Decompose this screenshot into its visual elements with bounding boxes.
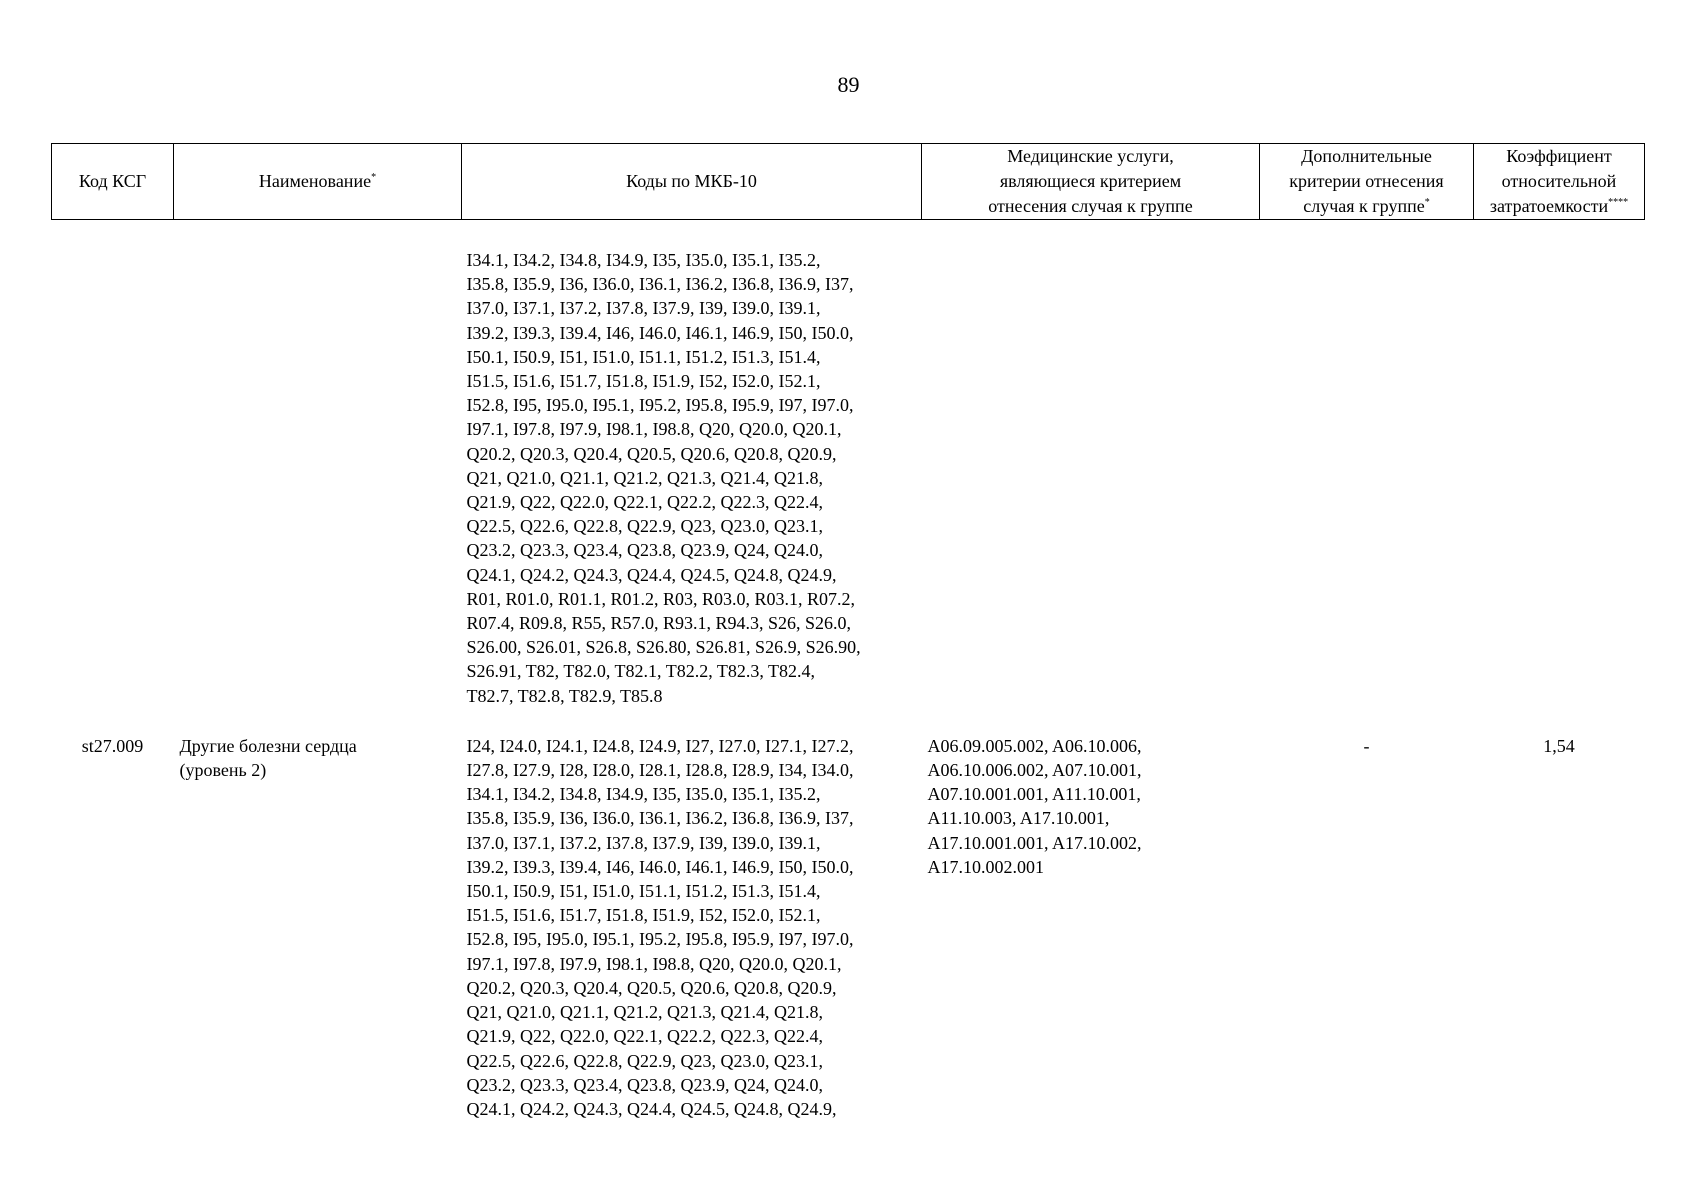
coefficient-cell xyxy=(1474,248,1645,708)
page-number: 89 xyxy=(837,72,860,97)
footnote-mark: * xyxy=(1424,197,1430,208)
header-mkb-codes: Коды по МКБ-10 xyxy=(462,144,922,220)
table-row xyxy=(52,734,1645,1121)
table-header-row xyxy=(52,144,1645,220)
ksg-name-cell xyxy=(174,248,462,708)
header-extra-criteria: Дополнительные критерии отнесения случая к группе* xyxy=(1260,144,1474,220)
medical-services-cell: A06.09.005.002, A06.10.006, A06.10.006.002, A07.10.001, A07.10.001.001, A11.10.001, A11.10.003, A17.10.001, A17.10.001.001, A17.10.002, A17.10.002.001 xyxy=(927,735,1142,877)
header-code: Код КСГ xyxy=(52,144,174,220)
ksg-code-cell: st27.009 xyxy=(81,735,144,756)
header-name: Наименование* xyxy=(174,144,462,220)
extra-criteria-cell xyxy=(1260,248,1474,708)
coefficient-cell: 1,54 xyxy=(1543,735,1575,756)
footnote-mark: **** xyxy=(1608,197,1629,208)
mkb-codes-cell: I34.1, I34.2, I34.8, I34.9, I35, I35.0, I35.1, I35.2, I35.8, I35.9, I36, I36.0, I36.1, I36.2, I36.8, I36.9, I37, I37.0, I37.1, I37.2, I37.8, I37.9, I39, I39.0, I39.1, I39.2, I39.3, I39.4, I46, I46.0, I46.1, I46.9, I50, I50.0, I50.1, I50.9, I51, I51.0, I51.1, I51.2, I51.3, I51.4, I51.5, I51.6, I51.7, I51.8, I51.9, I52, I52.0, I52.1, I52.8, I95, I95.0, I95.1, I95.2, I95.8, I95.9, I97, I97.0, I97.1, I97.8, I97.9, I98.1, I98.8, Q20, Q20.0, Q20.1, Q20.2, Q20.3, Q20.4, Q20.5, Q20.6, Q20.8, Q20.9, Q21, Q21.0, Q21.1, Q21.2, Q21.3, Q21.4, Q21.8, Q21.9, Q22, Q22.0, Q22.1, Q22.2, Q22.3, Q22.4, Q22.5, Q22.6, Q22.8, Q22.9, Q23, Q23.0, Q23.1, Q23.2, Q23.3, Q23.4, Q23.8, Q23.9, Q24, Q24.0, Q24.1, Q24.2, Q24.3, Q24.4, Q24.5, Q24.8, Q24.9, R01, R01.0, R01.1, R01.2, R03, R03.0, R03.1, R07.2, R07.4, R09.8, R55, R57.0, R93.1, R94.3, S26, S26.0, S26.00, S26.01, S26.8, S26.80, S26.81, S26.9, S26.90, S26.91, T82, T82.0, T82.1, T82.2, T82.3, T82.4, T82.7, T82.8, T82.9, T85.8 xyxy=(466,250,861,706)
medical-services-cell xyxy=(922,248,1260,708)
footnote-mark: * xyxy=(371,172,377,183)
extra-criteria-cell: - xyxy=(1363,735,1370,756)
header-coefficient: Коэффициент относительной затратоемкости**** xyxy=(1474,144,1645,220)
ksg-table xyxy=(51,143,1645,1121)
ksg-name-cell: Другие болезни сердца (уровень 2) xyxy=(179,735,357,781)
table-row xyxy=(52,248,1645,708)
ksg-code-cell xyxy=(52,248,174,708)
header-medical-services: Медицинские услуги, являющиеся критерием отнесения случая к группе xyxy=(922,144,1260,220)
mkb-codes-cell: I24, I24.0, I24.1, I24.8, I24.9, I27, I27.0, I27.1, I27.2, I27.8, I27.9, I28, I28.0, I28.1, I28.8, I28.9, I34, I34.0, I34.1, I34.2, I34.8, I34.9, I35, I35.0, I35.1, I35.2, I35.8, I35.9, I36, I36.0, I36.1, I36.2, I36.8, I36.9, I37, I37.0, I37.1, I37.2, I37.8, I37.9, I39, I39.0, I39.1, I39.2, I39.3, I39.4, I46, I46.0, I46.1, I46.9, I50, I50.0, I50.1, I50.9, I51, I51.0, I51.1, I51.2, I51.3, I51.4, I51.5, I51.6, I51.7, I51.8, I51.9, I52, I52.0, I52.1, I52.8, I95, I95.0, I95.1, I95.2, I95.8, I95.9, I97, I97.0, I97.1, I97.8, I97.9, I98.1, I98.8, Q20, Q20.0, Q20.1, Q20.2, Q20.3, Q20.4, Q20.5, Q20.6, Q20.8, Q20.9, Q21, Q21.0, Q21.1, Q21.2, Q21.3, Q21.4, Q21.8, Q21.9, Q22, Q22.0, Q22.1, Q22.2, Q22.3, Q22.4, Q22.5, Q22.6, Q22.8, Q22.9, Q23, Q23.0, Q23.1, Q23.2, Q23.3, Q23.4, Q23.8, Q23.9, Q24, Q24.0, Q24.1, Q24.2, Q24.3, Q24.4, Q24.5, Q24.8, Q24.9, xyxy=(466,735,854,1119)
